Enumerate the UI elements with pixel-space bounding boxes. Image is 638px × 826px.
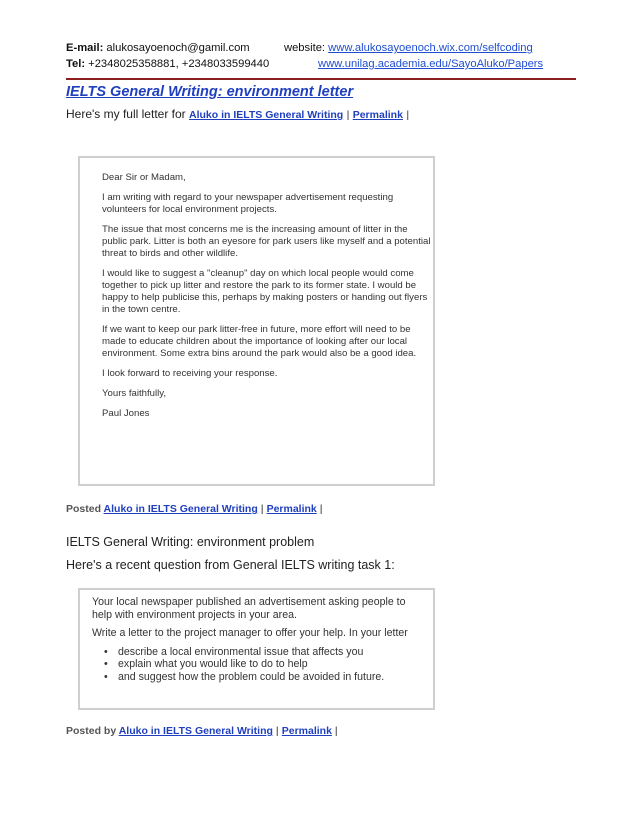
post-title-2: IELTS General Writing: environment problem: [66, 535, 315, 549]
website-link-1[interactable]: www.alukosayoenoch.wix.com/selfcoding: [328, 42, 533, 54]
post1-category-link[interactable]: Aluko in IELTS General Writing: [189, 109, 344, 121]
letter-closing: Yours faithfully,: [102, 388, 166, 400]
website-link-2[interactable]: www.unilag.academia.edu/SayoAluko/Papers: [318, 58, 544, 70]
post1-intro-text: Here's my full letter for: [66, 107, 186, 121]
separator: |: [319, 503, 323, 515]
email-label: E-mail:: [66, 42, 104, 54]
header-divider: [66, 78, 576, 80]
post1-intro-line: [66, 107, 409, 121]
letter-paragraph-2: The issue that most concerns me is the increasing amount of litter in the public park. Litter is both an eyesore for park users like myself and a potential threat to birds and other wildlife.: [102, 224, 431, 259]
letter-image: [78, 156, 435, 486]
post2-footer-category-link[interactable]: Aluko in IELTS General Writing: [118, 725, 273, 737]
letter-paragraph-5: I look forward to receiving your response.: [102, 367, 278, 379]
letter-paragraph-3: I would like to suggest a "cleanup" day on which local people would come together to pick up litter and restore the park to its former state. I would be happy to help publicise this, perhaps by making posters or handing out flyers in the town centre.: [102, 268, 428, 315]
letter-salutation: Dear Sir or Madam,: [102, 172, 186, 183]
header-row-2: [66, 56, 576, 72]
separator: |: [275, 725, 279, 737]
separator: |: [334, 725, 338, 737]
post2-footer: [66, 725, 338, 737]
tel-value: +2348025358881, +2348033599440: [88, 58, 270, 70]
page-header: [66, 40, 576, 72]
separator: |: [346, 110, 350, 121]
task-bullet: • explain what you would like to do to help: [106, 658, 425, 671]
tel-label: Tel:: [66, 58, 86, 70]
task-bullet: • describe a local environmental issue that affects you: [106, 646, 425, 659]
post1-permalink[interactable]: Permalink: [352, 109, 403, 121]
posted-by-label: Posted by: [66, 725, 117, 737]
task-bullet: • and suggest how the problem could be avoided in future.: [106, 671, 425, 684]
post2-footer-permalink[interactable]: Permalink: [281, 725, 332, 737]
website-group: [284, 40, 533, 56]
post1-footer: [66, 503, 323, 515]
post-title-1[interactable]: IELTS General Writing: environment letter: [66, 84, 354, 100]
task-paragraph-1: Your local newspaper published an advertisement asking people to help with environment projects in your area.: [92, 596, 406, 621]
task-image: [78, 588, 435, 710]
email-value: alukosayoenoch@gamil.com: [106, 42, 250, 54]
posted-label: Posted: [66, 503, 102, 515]
separator: |: [406, 110, 410, 121]
post1-footer-category-link[interactable]: Aluko in IELTS General Writing: [103, 503, 258, 515]
post1-footer-permalink[interactable]: Permalink: [266, 503, 317, 515]
letter-paragraph-1: I am writing with regard to your newspaper advertisement requesting volunteers for local environment projects.: [102, 192, 394, 216]
task-paragraph-2: Write a letter to the project manager to offer your help. In your letter: [92, 627, 408, 640]
letter-signature: Paul Jones: [102, 408, 150, 420]
letter-paragraph-4: If we want to keep our park litter-free in future, more effort will need to be made to educate children about the importance of looking after our local environment. Some extra bins around the park would also be a good idea.: [102, 323, 417, 359]
header-row-1: [66, 40, 576, 56]
website-label: website:: [284, 42, 326, 54]
separator: |: [260, 503, 264, 515]
task-bullet-list: [92, 646, 425, 684]
post2-intro: Here's a recent question from General IELTS writing task 1:: [66, 558, 395, 572]
